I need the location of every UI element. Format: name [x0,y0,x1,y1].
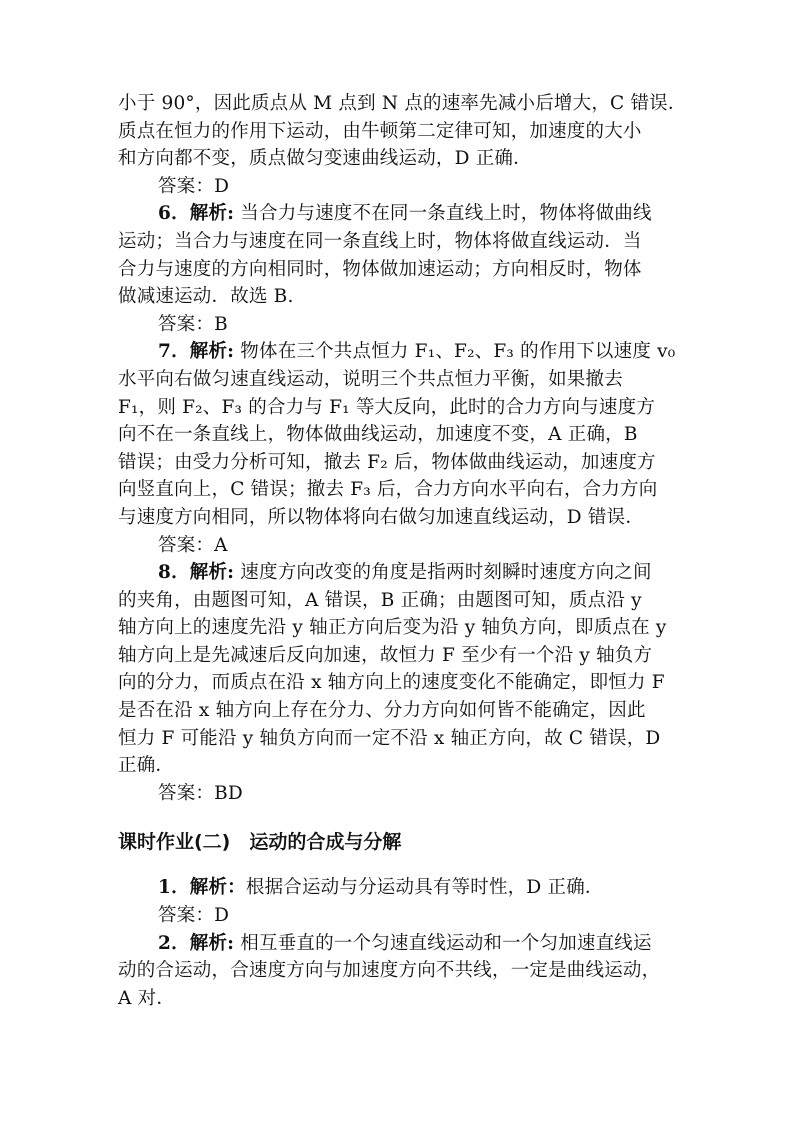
answer-line: 答案：A [158,534,228,556]
text-line-content: 当合力与速度不在同一条直线上时，物体将做曲线 [240,203,652,225]
analysis-label: 6．解析: [158,203,235,225]
section-heading: 课时作业(二) 运动的合成与分解 [118,831,402,854]
text-line: 向竖直向上，C 错误；撤去 F₃ 后，合力方向水平向右，合力方向 [118,479,658,501]
text-line: 与速度方向相同，所以物体将向右做匀加速直线运动，D 错误． [118,506,645,528]
question-8 [118,559,678,807]
analysis-label: 8．解析: [158,562,235,584]
text-line [118,338,678,366]
answer-line: 答案：D [158,175,230,197]
answer-line: 答案：BD [158,782,243,804]
analysis-label: 7．解析: [158,341,235,363]
text-line: 动的合运动，合速度方向与加速度方向不共线，一定是曲线运动， [118,960,661,982]
section-question-1 [118,874,678,929]
text-line: 轴方向上的速度先沿 y 轴正方向后变为沿 y 轴负方向，即质点在 y [118,617,667,639]
text-line: A 对． [118,987,176,1009]
text-line-content: 根据合运动与分运动具有等时性，D 正确． [245,877,604,899]
document-page [118,90,687,1012]
analysis-label: 2．解析: [158,932,235,954]
text-line [118,874,678,902]
section-question-2 [118,930,678,1013]
text-line: 是否在沿 x 轴方向上存在分力、分力方向如何皆不能确定，因此 [118,700,646,722]
text-line: 向不在一条直线上，物体做曲线运动，加速度不变，A 正确，B [118,424,638,446]
text-line: 运动；当合力与速度在同一条直线上时，物体将做直线运动．当 [118,230,642,252]
text-line-content: 速度方向改变的角度是指两时刻瞬时速度方向之间 [240,562,652,584]
text-line [118,200,678,228]
answer-line: 答案：D [158,905,230,927]
block-continuation [118,90,687,200]
text-line-content: 物体在三个共点恒力 F₁、F₂、F₃ 的作用下以速度 v₀ [240,341,676,363]
text-line: 合力与速度的方向相同时，物体做加速运动；方向相反时，物体 [118,258,642,280]
question-7 [118,338,678,559]
analysis-label: 1．解析： [158,877,246,899]
text-line: F₁，则 F₂、F₃ 的合力与 F₁ 等大反向，此时的合力方向与速度方 [118,396,656,418]
text-line-content: 相互垂直的一个匀速直线运动和一个匀加速直线运 [240,932,652,954]
answer-line: 答案：B [158,313,228,335]
question-6 [118,200,678,338]
text-line: 正确． [118,755,175,777]
text-line: 轴方向上是先减速后反向加速，故恒力 F 至少有一个沿 y 轴负方 [118,644,653,666]
text-line: 质点在恒力的作用下运动，由牛顿第二定律可知，加速度的大小 [118,120,642,142]
text-line: 向的分力，而质点在沿 x 轴方向上的速度变化不能确定，即恒力 F [118,672,665,694]
text-line: 小于 90°，因此质点从 M 点到 N 点的速率先减小后增大，C 错误． [118,93,687,114]
text-line [118,559,678,587]
text-line: 恒力 F 可能沿 y 轴负方向而一定不沿 x 轴正方向，故 C 错误，D [118,727,661,749]
text-line: 做减速运动．故选 B. [118,286,294,308]
text-line: 错误；由受力分析可知，撤去 F₂ 后，物体做曲线运动，加速度方 [118,451,656,473]
text-line: 的夹角，由题图可知，A 错误，B 正确；由题图可知，质点沿 y [118,589,642,611]
text-line: 和方向都不变，质点做匀变速曲线运动，D 正确． [118,148,532,170]
text-line: 水平向右做匀速直线运动，说明三个共点恒力平衡，如果撤去 [118,368,623,390]
text-line [118,930,678,958]
